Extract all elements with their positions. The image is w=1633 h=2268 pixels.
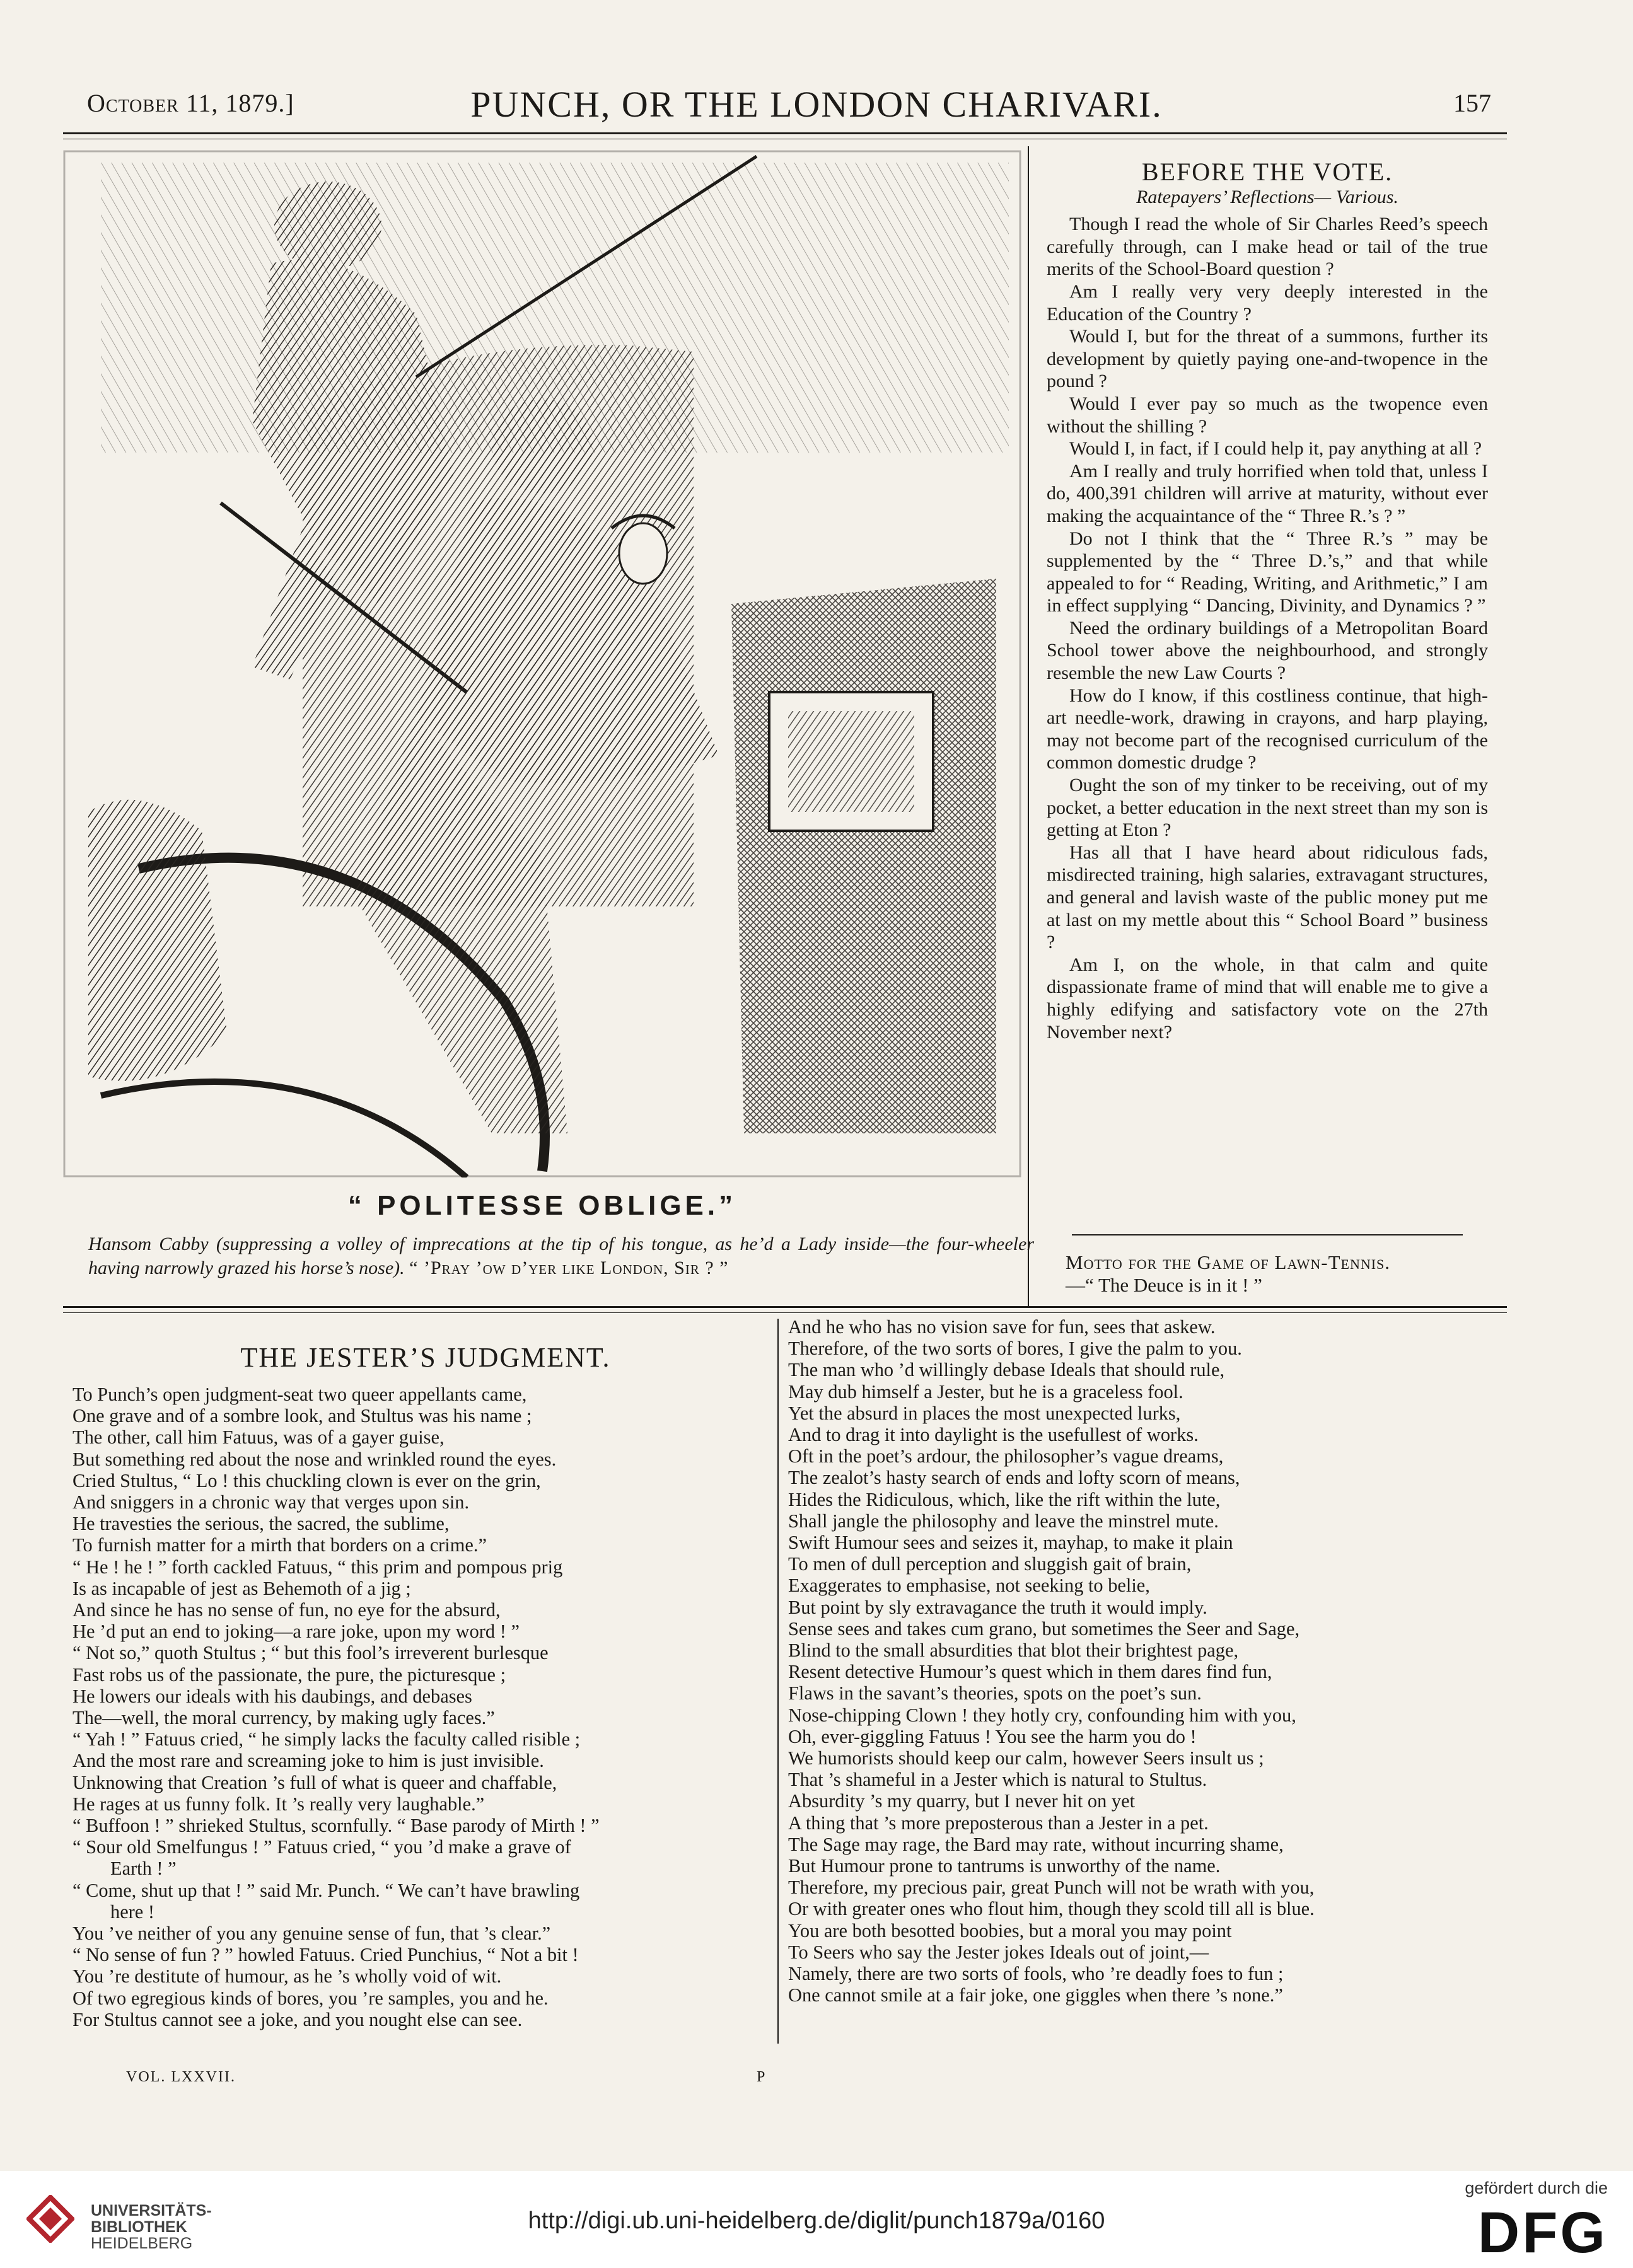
poem-line: “ Sour old Smelfungus ! ” Fatuus cried, “ you ’d make a grave of — [73, 1836, 571, 1858]
poem-line: Blind to the small absurdities that blot their brightest page, — [788, 1640, 1239, 1662]
poem-line: Therefore, my precious pair, great Punch will not be wrath with you, — [788, 1877, 1315, 1899]
poem-line: And since he has no sense of fun, no eye for the absurd, — [73, 1599, 501, 1621]
cartoon-caption-quote: “ ’Pray ’ow d’yer like London, Sir ? ” — [409, 1258, 729, 1278]
poem-line: To furnish matter for a mirth that borders on a crime.” — [73, 1534, 487, 1556]
article-paragraph: Need the ordinary buildings of a Metropolitan Board School tower above the neighbourhood, and strongly resemble the new Law Courts ? — [1047, 617, 1488, 684]
article-paragraph: Has all that I have heard about ridiculous fads, misdirected training, high salaries, extravagant structures, and general and lavish waste of the public money put me at last on my mettle about this “ School Board ” business ? — [1047, 842, 1488, 953]
poem-line: You ’ve neither of you any genuine sense of fun, that ’s clear.” — [73, 1923, 551, 1945]
magazine-title: PUNCH, OR THE LONDON CHARIVARI. — [470, 84, 1163, 125]
poem-line: “ Come, shut up that ! ” said Mr. Punch. “ We can’t have brawling — [73, 1879, 580, 1901]
poem-line: Earth ! ” — [110, 1858, 177, 1880]
poem-line: But Humour prone to tantrums is unworthy of the name. — [788, 1855, 1221, 1877]
poem-line: Unknowing that Creation ’s full of what is queer and chaffable, — [73, 1771, 557, 1793]
motto-heading: Motto for the Game of Lawn-Tennis. — [1066, 1251, 1391, 1273]
library-name-line: UNIVERSITÄTS- — [91, 2202, 212, 2219]
poem-title: THE JESTER’S JUDGMENT. — [240, 1342, 611, 1373]
section-rule — [63, 1306, 1507, 1308]
article-paragraph: Am I really and truly horrified when told that, unless I do, 400,391 children will arrive at maturity, without ever making the acquaintance of the “ Three R.’s ? ” — [1047, 460, 1488, 526]
poem-line: “ He ! he ! ” forth cackled Fatuus, “ this prim and pompous prig — [73, 1556, 563, 1578]
poem-line: To Seers who say the Jester jokes Ideals out of joint,— — [788, 1941, 1209, 1963]
header-rule — [63, 132, 1507, 134]
cartoon-illustration — [63, 150, 1021, 1177]
poem-line: The other, call him Fatuus, was of a gayer guise, — [73, 1426, 445, 1449]
poem-line: Therefore, of the two sorts of bores, I give the palm to you. — [788, 1338, 1242, 1360]
volume-number: VOL. LXXVII. — [126, 2069, 236, 2085]
page-number: 157 — [1453, 89, 1491, 117]
article-paragraph: Ought the son of my tinker to be receiving, out of my pocket, a better education in the next street than my son is getting at Eton ? — [1047, 775, 1488, 841]
signature-mark: P — [757, 2069, 767, 2085]
poem-line: The man who ’d willingly debase Ideals that should rule, — [788, 1359, 1225, 1381]
poem-line: Exaggerates to emphasise, not seeking to belie, — [788, 1575, 1150, 1597]
cartoon-caption — [88, 1232, 1034, 1280]
article-subtitle: Ratepayers’ Reflections— Various. — [1136, 186, 1398, 207]
dfg-logo: DFG — [1477, 2201, 1608, 2265]
poem-line: “ No sense of fun ? ” howled Fatuus. Cried Punchius, “ Not a bit ! — [73, 1944, 579, 1966]
article-paragraph: How do I know, if this costliness continue, that high-art needle-work, drawing in crayons, and harp playing, may not become part of the recognised curriculum of the common domestic drudge ? — [1047, 685, 1488, 773]
poem-column-divider — [777, 1319, 779, 2044]
library-name-line: BIBLIOTHEK — [91, 2218, 187, 2236]
poem-line: Hides the Ridiculous, which, like the rift within the lute, — [788, 1488, 1221, 1510]
article-paragraph: Do not I think that the “ Three R.’s ” may be supplemented by the “ Three D.’s,” and that while appealed to for “ Reading, Writing, and Arithmetic,” I am in effect supplying “ Dancing, Divinity, and Dynamics ? ” — [1047, 528, 1488, 616]
poem-line: And sniggers in a chronic way that verges upon sin. — [73, 1491, 470, 1513]
section-rule-thin — [63, 1312, 1507, 1313]
poem-line: Nose-chipping Clown ! they hotly cry, confounding him with you, — [788, 1704, 1296, 1726]
poem-line: Or with greater ones who flout him, though they scold till all is blue. — [788, 1898, 1315, 1920]
poem-line: Is as incapable of jest as Behemoth of a jig ; — [73, 1577, 411, 1599]
poem-line: Oft in the poet’s ardour, the philosopher’s vague dreams, — [788, 1445, 1224, 1467]
poem-line: Shall jangle the philosophy and leave the minstrel mute. — [788, 1510, 1219, 1532]
poem-line: Sense sees and takes cum grano, but sometimes the Seer and Sage, — [788, 1617, 1300, 1640]
poem-line: here ! — [110, 1901, 155, 1923]
poem-line: Cried Stultus, “ Lo ! this chuckling clown is ever on the grin, — [73, 1469, 541, 1491]
poem-line: To Punch’s open judgment-seat two queer appellants came, — [73, 1384, 527, 1405]
poem-line: He ’d put an end to joking—a rare joke, upon my word ! ” — [73, 1621, 520, 1643]
motto-text: —“ The Deuce is in it ! ” — [1066, 1274, 1262, 1296]
viewer-footer-bar — [0, 2171, 1633, 2268]
poem-left-column — [73, 1384, 772, 2030]
poem-right-column — [788, 1316, 1507, 2006]
poem-line: “ Yah ! ” Fatuus cried, “ he simply lacks the faculty called risible ; — [73, 1728, 581, 1750]
article-paragraph: Would I, in fact, if I could help it, pay anything at all ? — [1069, 438, 1482, 460]
poem-line: Fast robs us of the passionate, the pure, the picturesque ; — [73, 1663, 506, 1686]
poem-line: He travesties the serious, the sacred, the sublime, — [73, 1513, 450, 1535]
poem-line: One cannot smile at a fair joke, one giggles when there ’s none.” — [788, 1984, 1283, 2006]
poem-line: One grave and of a sombre look, and Stultus was his name ; — [73, 1405, 532, 1427]
poem-line: Absurdity ’s my quarry, but I never hit on yet — [788, 1790, 1136, 1812]
poem-line: Swift Humour sees and seizes it, mayhap, to make it plain — [788, 1532, 1233, 1554]
article-paragraph: Am I really very very deeply interested in the Education of the Country ? — [1047, 281, 1488, 325]
poem-line: Of two egregious kinds of bores, you ’re samples, you and he. — [73, 1987, 549, 2009]
poem-line: A thing that ’s more preposterous than a Jester in a pet. — [788, 1812, 1209, 1834]
poem-line: He rages at us funny folk. It ’s really very laughable.” — [73, 1793, 485, 1815]
poem-line: And the most rare and screaming joke to him is just invisible. — [73, 1750, 544, 1772]
poem-line: To men of dull perception and sluggish gait of brain, — [788, 1553, 1192, 1575]
motto — [1066, 1251, 1494, 1297]
column-divider — [1028, 146, 1029, 1306]
poem-line: That ’s shameful in a Jester which is natural to Stultus. — [788, 1769, 1207, 1791]
poem-line: And he who has no vision save for fun, sees that askew. — [788, 1316, 1216, 1338]
article-paragraph: Am I, on the whole, in that calm and quite dispassionate frame of mind that will enable me to give a highly edifying and satisfactory vote on the 27th November next? — [1047, 954, 1488, 1043]
poem-line: The—well, the moral currency, by making ugly faces.” — [73, 1707, 495, 1729]
sponsor-text: gefördert durch die — [1465, 2178, 1608, 2197]
poem-line: We humorists should keep our calm, however Seers insult us ; — [788, 1747, 1264, 1769]
poem-line: But point by sly extravagance the truth it would imply. — [788, 1596, 1207, 1618]
poem-line: Flaws in the savant’s theories, spots on the poet’s sun. — [788, 1682, 1202, 1704]
poem-line: Yet the absurd in places the most unexpected lurks, — [788, 1402, 1181, 1424]
poem-line: And to drag it into daylight is the usefullest of works. — [788, 1424, 1199, 1446]
permalink-url[interactable]: http://digi.ub.uni-heidelberg.de/diglit/punch1879a/0160 — [528, 2207, 1105, 2234]
poem-line: May dub himself a Jester, but he is a graceless fool. — [788, 1380, 1183, 1403]
poem-line: Namely, there are two sorts of fools, who ’re deadly foes to fun ; — [788, 1963, 1284, 1985]
poem-line: You are both besotted boobies, but a moral you may point — [788, 1919, 1232, 1941]
poem-line: He lowers our ideals with his daubings, and debases — [73, 1685, 472, 1707]
poem-line: The Sage may rage, the Bard may rate, without incurring shame, — [788, 1833, 1284, 1855]
poem-line: Oh, ever-giggling Fatuus ! You see the harm you do ! — [788, 1725, 1197, 1747]
poem-line: The zealot’s hasty search of ends and lofty scorn of means, — [788, 1467, 1240, 1489]
library-name-line: HEIDELBERG — [91, 2235, 193, 2252]
poem-line: For Stultus cannot see a joke, and you nought else can see. — [73, 2008, 523, 2030]
poem-line: “ Not so,” quoth Stultus ; “ but this fool’s irreverent burlesque — [73, 1642, 549, 1664]
poem-line: But something red about the nose and wrinkled round the eyes. — [73, 1448, 557, 1470]
before-the-vote-article — [1047, 158, 1488, 1043]
article-paragraph: Though I read the whole of Sir Charles Reed’s speech carefully through, can I make head or tail of the true merits of the School-Board question ? — [1047, 214, 1488, 280]
article-title: BEFORE THE VOTE. — [1141, 158, 1393, 186]
cartoon-title: “ POLITESSE OBLIGE.” — [347, 1190, 737, 1221]
motto-rule — [1072, 1234, 1463, 1235]
poem-line: You ’re destitute of humour, as he ’s wholly void of wit. — [73, 1965, 502, 1987]
issue-date: October 11, 1879.] — [87, 89, 294, 117]
article-paragraph: Would I, but for the threat of a summons, further its development by quietly paying one-and-twopence in the pound ? — [1047, 326, 1488, 392]
poem-line: Resent detective Humour’s quest which in them dares find fun, — [788, 1661, 1272, 1683]
article-paragraph: Would I ever pay so much as the twopence even without the shilling ? — [1047, 393, 1488, 437]
poem-line: “ Buffoon ! ” shrieked Stultus, scornfully. “ Base parody of Mirth ! ” — [73, 1815, 600, 1837]
cartoon-caption-italic: Hansom Cabby (suppressing a volley of imprecations at the tip of his tongue, as he’d a Lady inside—the four-wheeler having narrowly grazed his horse’s nose). — [88, 1234, 1034, 1278]
